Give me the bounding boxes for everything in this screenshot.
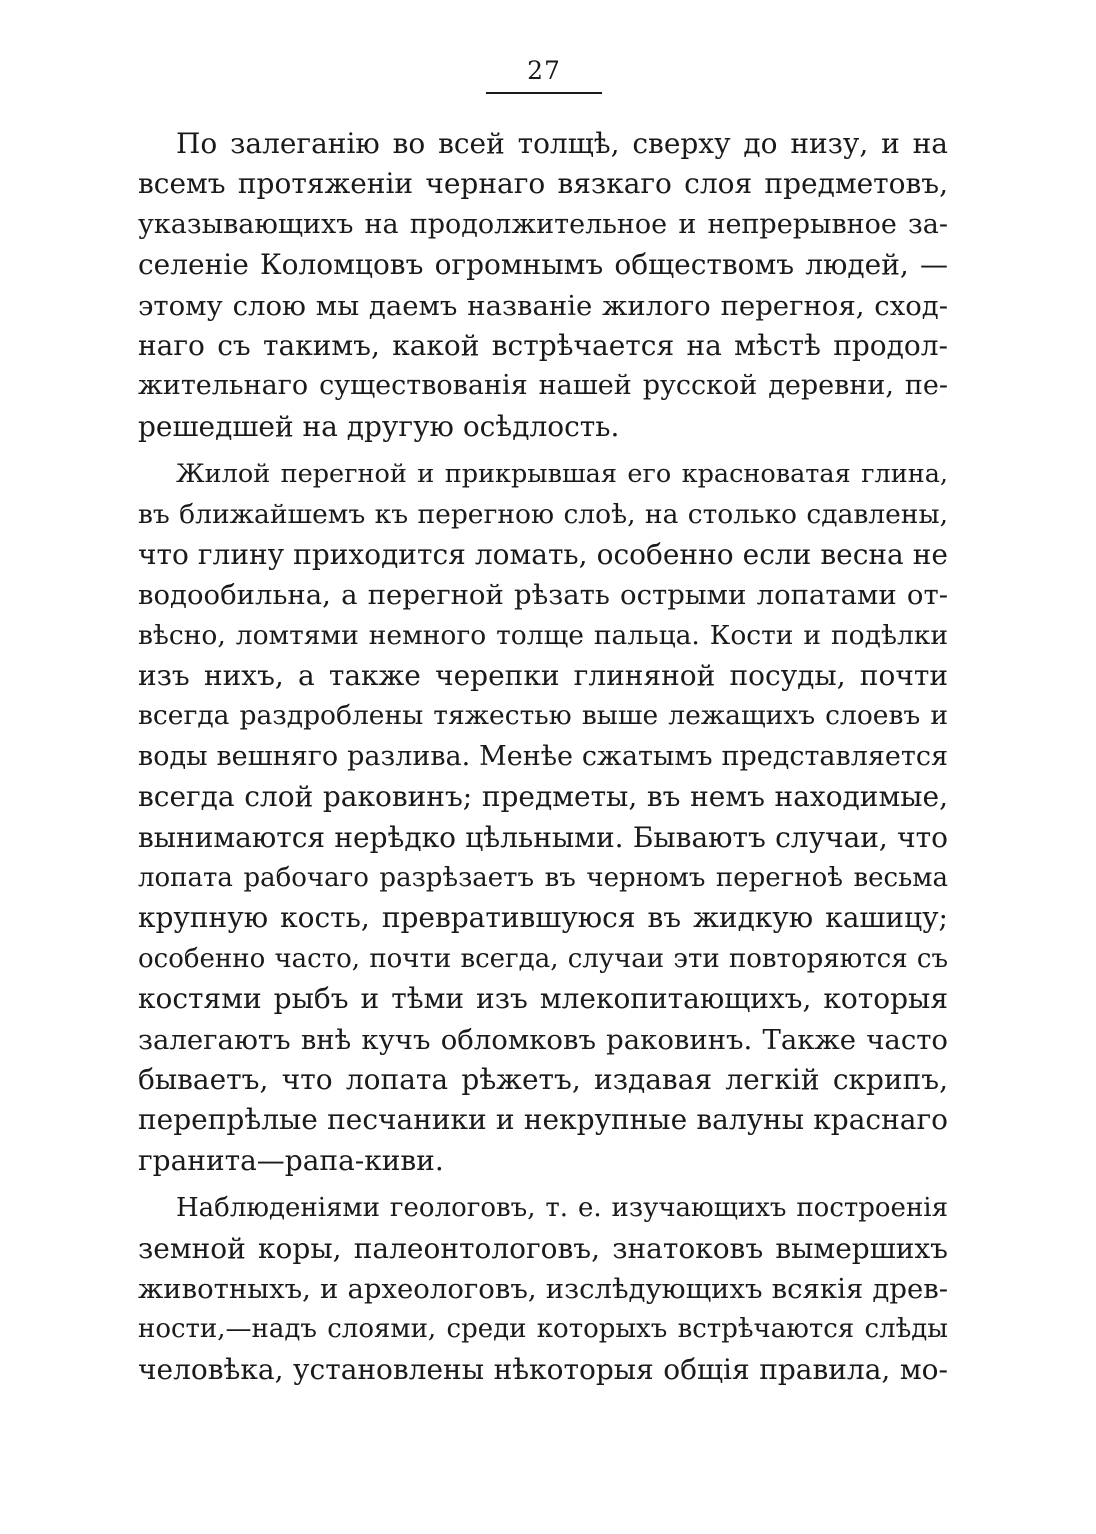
text-line: гранита—рапа-киви. [138,1143,444,1177]
text-line: Наблюденіями геологовъ, т. е. изучающихъ построенія [176,1193,948,1224]
text-line: решедшей на другую осѣдлость. [138,409,620,443]
paragraph-2 [138,454,948,1181]
text-line: вынимаются нерѣдко цѣльными. Бываютъ случаи, что [138,820,948,854]
text-line: что глину приходится ломать, особенно если весна не [138,537,948,571]
text-line: селеніе Коломцовъ огромнымъ обществомъ людей, — [138,248,948,282]
paragraph-1 [138,124,948,447]
text-line: воды вешняго разлива. Менѣе сжатымъ представляется [138,740,948,772]
text-line: изъ нихъ, а также черепки глиняной посуды, почти [138,659,948,693]
text-line: жительнаго существованія нашей русской деревни, пе- [138,370,948,402]
text-line: бываетъ, что лопата рѣжетъ, издавая легкій скрипъ, [138,1062,948,1096]
paragraph-3 [138,1188,948,1390]
text-line: человѣка, установлены нѣкоторыя общія правила, мо- [138,1352,948,1386]
text-line: залегаютъ внѣ кучъ обломковъ раковинъ. Также часто [138,1023,948,1056]
text-line: указывающихъ на продолжительное и непрерывное за- [138,208,948,240]
text-line: крупную кость, превратившуюся въ жидкую кашицу; [138,901,948,935]
text-line: лопата рабочаго разрѣзаетъ въ черномъ перегноѣ весьма [138,863,948,894]
page-number: 27 [527,56,561,85]
text-line: По залеганію во всей толщѣ, сверху до низу, и на [176,127,948,160]
text-line: животныхъ, и археологовъ, изслѣдующихъ всякія древ- [138,1272,948,1305]
text-line: всегда слой раковинъ; предметы, въ немъ находимые, [138,780,948,814]
text-line: Жилой перегной и прикрывшая его красноватая глина, [176,459,948,490]
text-line: этому слою мы даемъ названіе жилого перегноя, сход- [138,289,948,322]
text-line: костями рыбъ и тѣми изъ млекопитающихъ, которыя [138,982,948,1016]
text-line: перепрѣлые песчаники и некрупные валуны краснаго [138,1103,948,1137]
body-text [138,124,948,1397]
text-line: всегда раздроблены тяжестью выше лежащихъ слоевъ и [138,700,948,732]
text-line: всемъ протяженіи чернаго вязкаго слоя предметовъ, [138,167,948,201]
page-number-rule [486,92,602,94]
text-line: ности,—надъ слоями, среди которыхъ встрѣчаются слѣды [138,1314,948,1345]
text-line: въ ближайшемъ къ перегною слоѣ, на столько сдавлены, [138,498,948,530]
text-line: наго съ такимъ, какой встрѣчается на мѣстѣ продол- [138,328,948,362]
text-line: особенно часто, почти всегда, случаи эти повторяются съ [138,943,948,974]
text-line: водообильна, а перегной рѣзать острыми лопатами от- [138,579,948,612]
text-line: земной коры, палеонтологовъ, знатоковъ вымершихъ [138,1231,948,1265]
text-line: вѣсно, ломтями немного толще пальца. Кости и подѣлки [138,619,948,651]
